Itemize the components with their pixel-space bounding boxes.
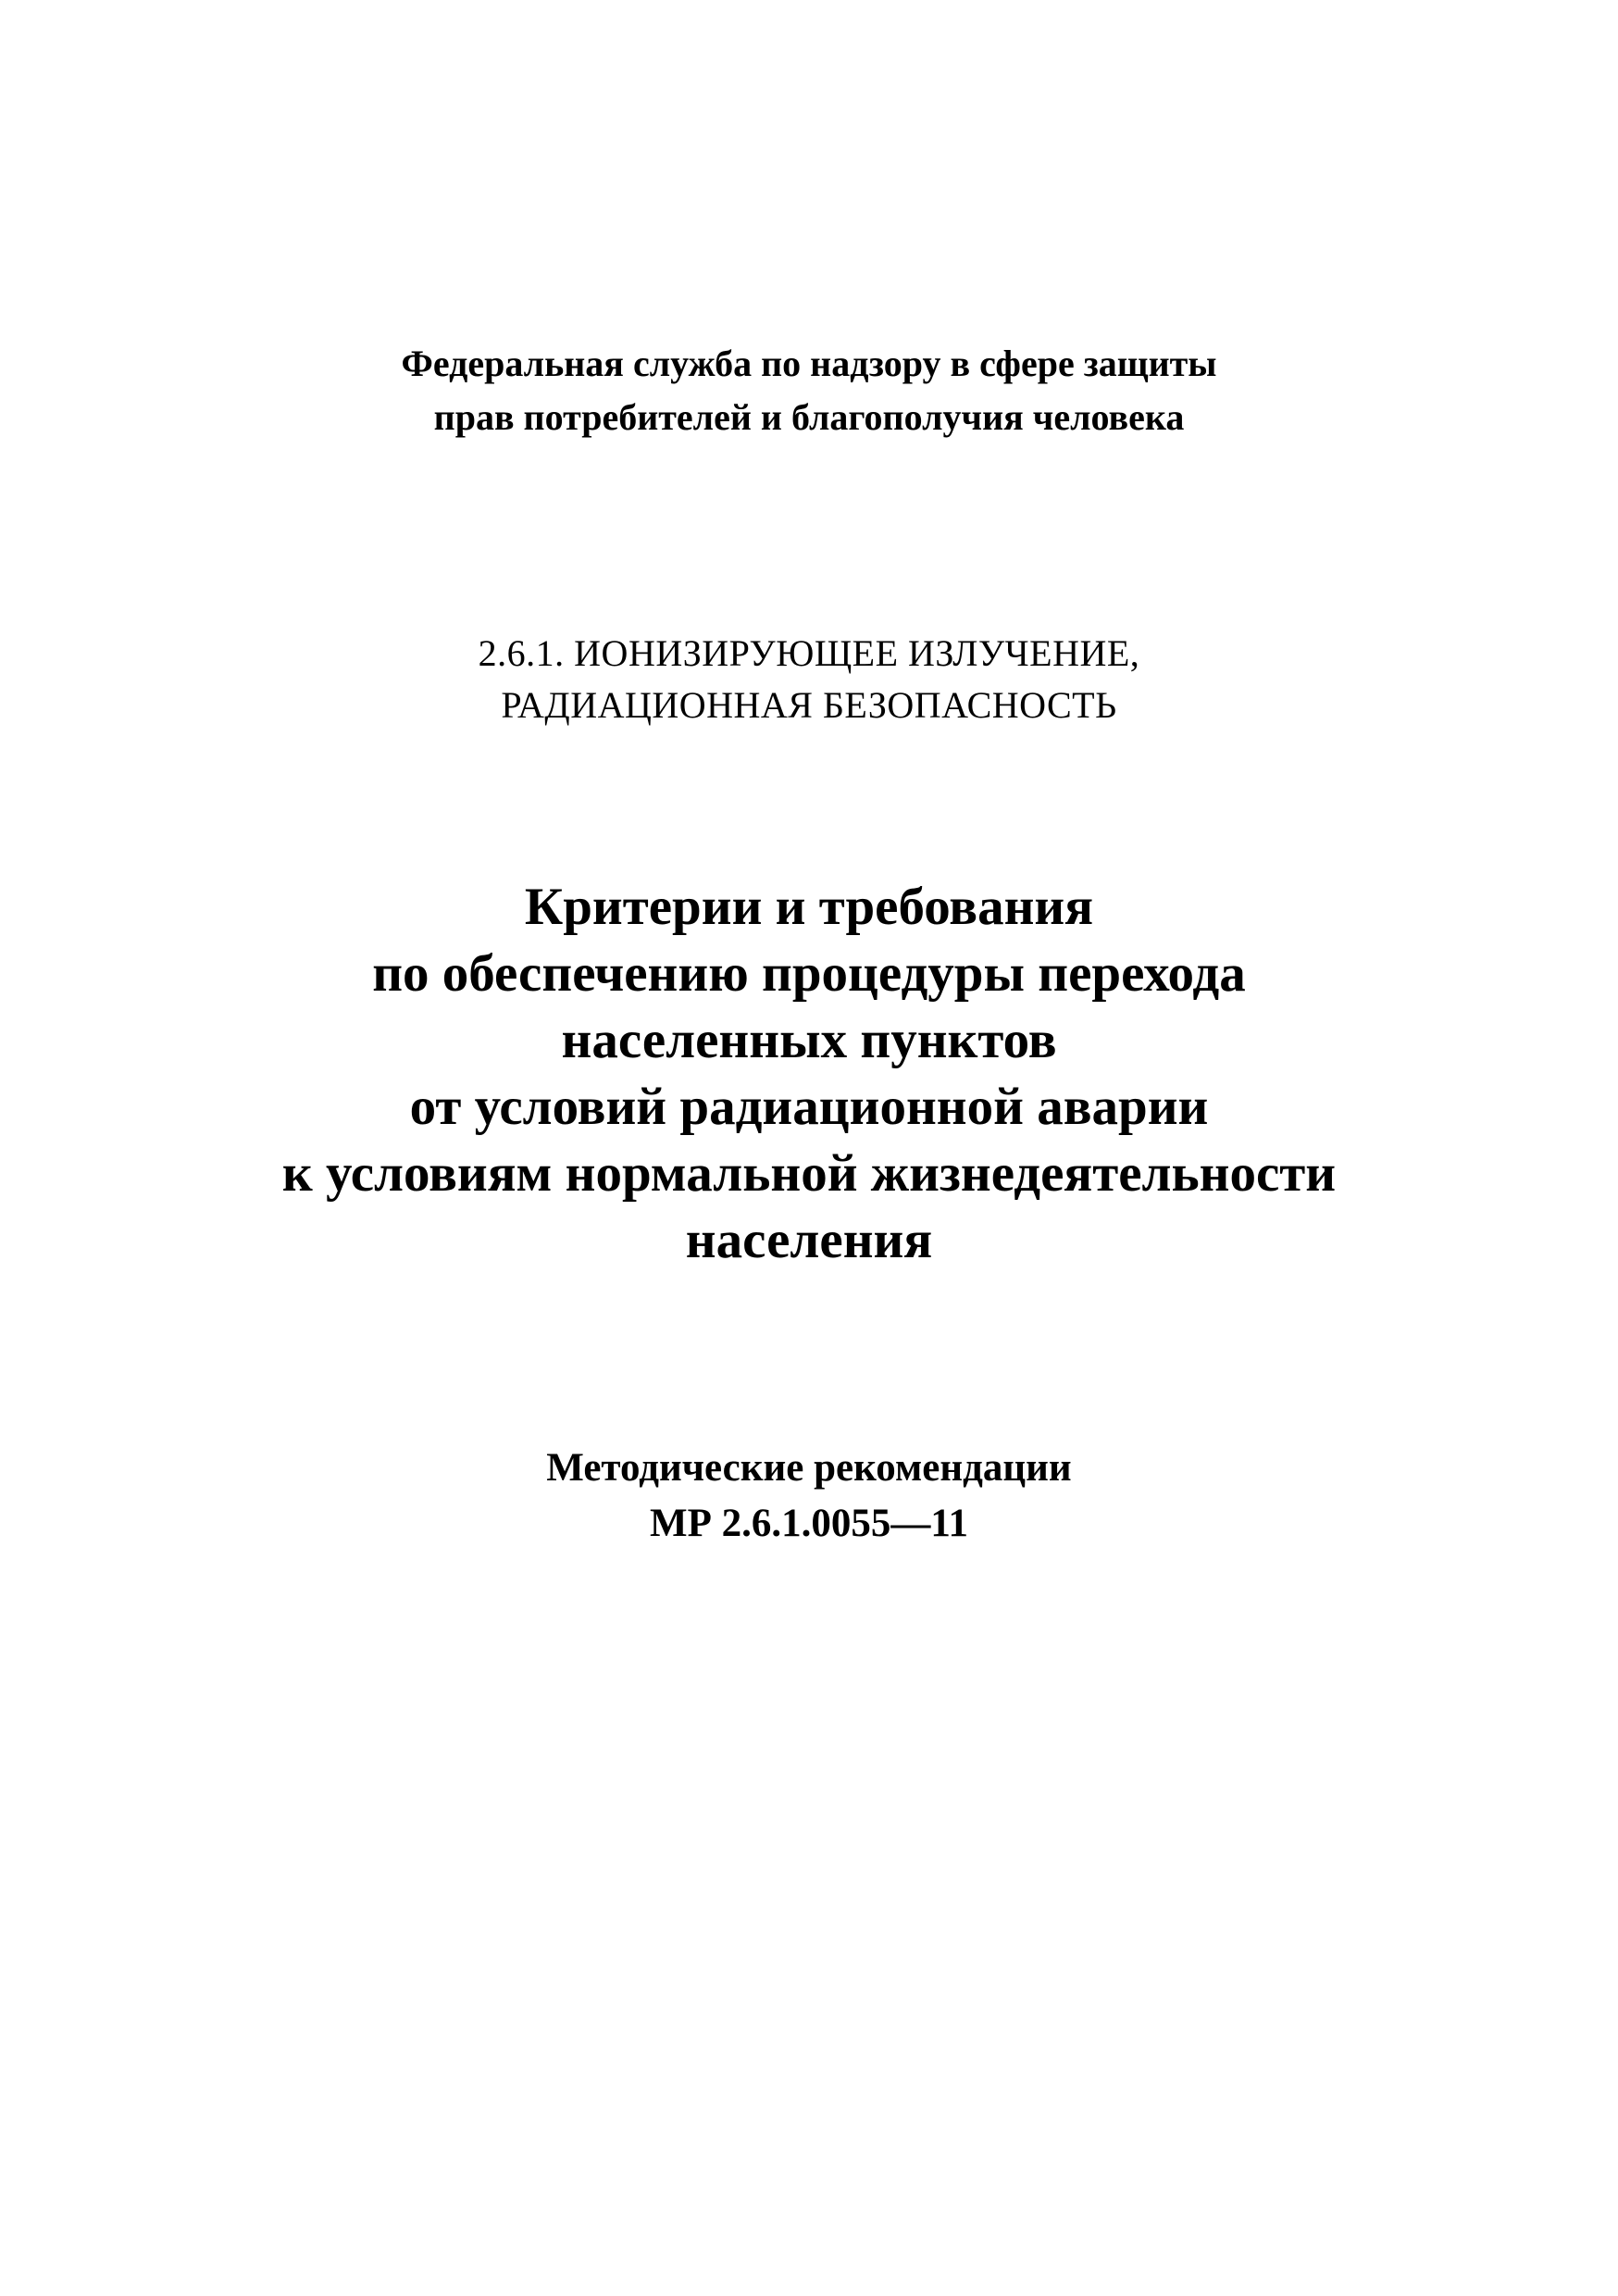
- document-type: [0, 1441, 1618, 1552]
- title-line: Критерии и требования: [524, 878, 1094, 936]
- agency-line: Федеральная служба по надзору в сфере защиты: [401, 343, 1217, 384]
- series-line: 2.6.1. ИОНИЗИРУЮЩЕЕ ИЗЛУЧЕНИЕ,: [478, 632, 1140, 674]
- title-line: от условий радиационной аварии: [409, 1078, 1209, 1136]
- series-heading: [0, 628, 1618, 731]
- title-line: к условиям нормальной жизнедеятельности: [281, 1144, 1337, 1203]
- title-line: населенных пунктов: [561, 1011, 1057, 1069]
- agency-line: прав потребителей и благополучия человека: [433, 396, 1185, 438]
- title-line: по обеспечению процедуры перехода: [372, 944, 1246, 1003]
- series-line: РАДИАЦИОННАЯ БЕЗОПАСНОСТЬ: [501, 684, 1117, 726]
- doctype-code: МР 2.6.1.0055—11: [650, 1502, 968, 1545]
- document-title: [0, 874, 1618, 1274]
- title-line: населения: [685, 1211, 933, 1269]
- doctype-label: Методические рекомендации: [546, 1446, 1072, 1490]
- agency-header: [0, 337, 1618, 444]
